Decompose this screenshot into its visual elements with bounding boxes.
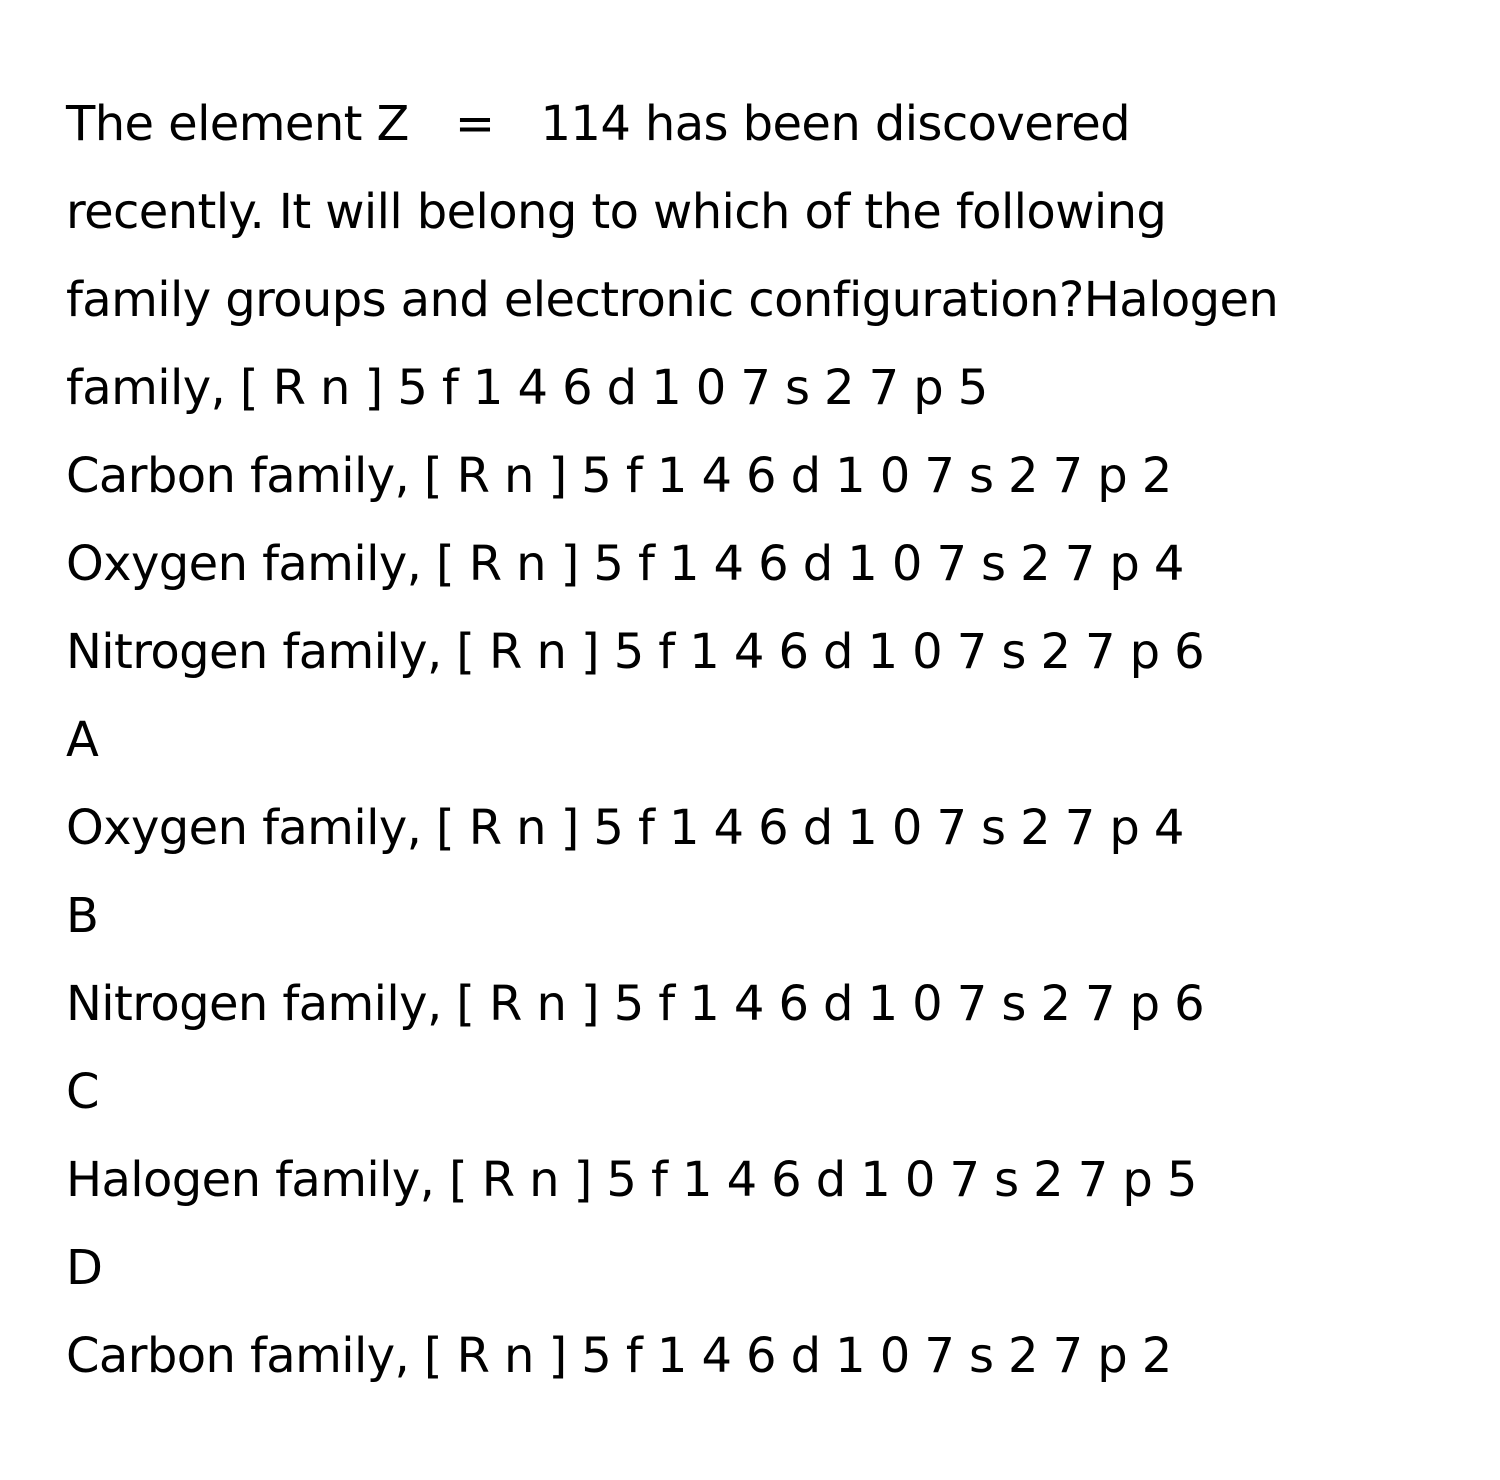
question-line-2: recently. It will belong to which of the following	[66, 184, 1167, 240]
option-c-text[interactable]: Halogen family, [ R n ] 5 f 1 4 6 d 1 0 7 s 2 7 p 5	[66, 1152, 1197, 1208]
option-a-letter[interactable]: A	[66, 712, 99, 768]
option-a-text[interactable]: Oxygen family, [ R n ] 5 f 1 4 6 d 1 0 7 s 2 7 p 4	[66, 800, 1184, 856]
option-d-text[interactable]: Carbon family, [ R n ] 5 f 1 4 6 d 1 0 7 s 2 7 p 2	[66, 1328, 1172, 1384]
equals-sign: =	[454, 96, 495, 152]
question-line-6: Oxygen family, [ R n ] 5 f 1 4 6 d 1 0 7 s 2 7 p 4	[66, 536, 1184, 592]
option-c-letter[interactable]: C	[66, 1064, 99, 1120]
option-d-letter[interactable]: D	[66, 1240, 103, 1296]
question-text-part: The element Z	[66, 96, 409, 152]
question-text-part: 114 has been discovered	[540, 96, 1131, 152]
question-page	[66, 80, 1456, 1400]
question-line-7: Nitrogen family, [ R n ] 5 f 1 4 6 d 1 0 7 s 2 7 p 6	[66, 624, 1205, 680]
option-b-letter[interactable]: B	[66, 888, 99, 944]
question-line-4: family, [ R n ] 5 f 1 4 6 d 1 0 7 s 2 7 p 5	[66, 360, 988, 416]
question-line-5: Carbon family, [ R n ] 5 f 1 4 6 d 1 0 7 s 2 7 p 2	[66, 448, 1172, 504]
question-line-1	[66, 80, 1456, 168]
question-line-3: family groups and electronic configuration?Halogen	[66, 272, 1279, 328]
option-b-text[interactable]: Nitrogen family, [ R n ] 5 f 1 4 6 d 1 0 7 s 2 7 p 6	[66, 976, 1205, 1032]
